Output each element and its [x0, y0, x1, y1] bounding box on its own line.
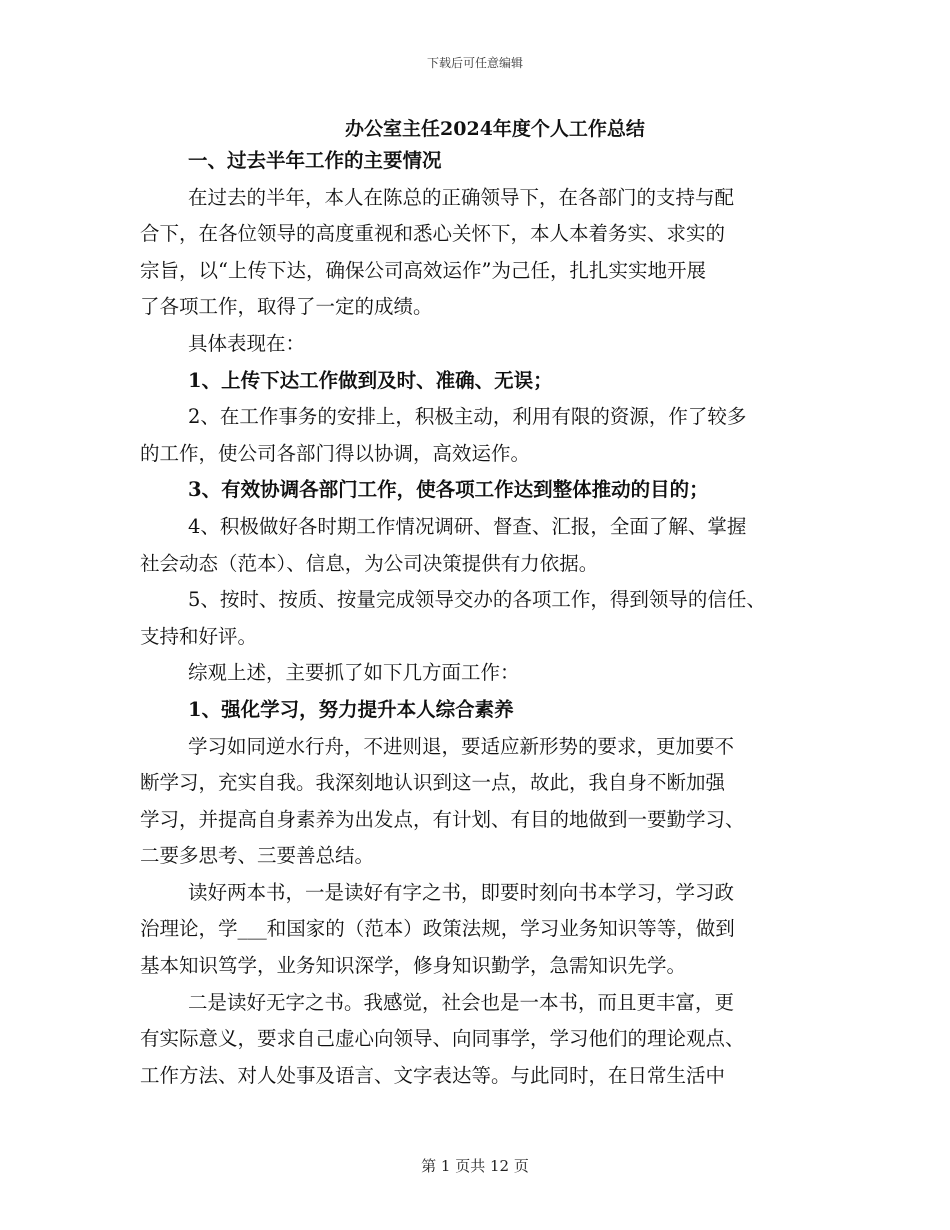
document-body	[140, 143, 820, 1094]
body-text-line: 4、积极做好各时期工作情况调研、督查、汇报，全面了解、掌握	[188, 514, 747, 538]
body-text-line: 学习如同逆水行舟，不进则退，要适应新形势的要求，更加要不	[188, 734, 735, 758]
body-text-line: 了各项工作，取得了一定的成绩。	[140, 295, 433, 319]
section-heading-line: 一、过去半年工作的主要情况	[188, 149, 442, 172]
body-text-line: 读好两本书，一是读好有字之书，即要时刻向书本学习，学习政	[188, 880, 735, 904]
section-heading-line: 1、强化学习，努力提升本人综合素养	[188, 697, 514, 721]
body-text-line: 的工作，使公司各部门得以协调，高效运作。	[140, 441, 531, 465]
section-heading-line: 3、有效协调各部门工作，使各项工作达到整体推动的目的；	[188, 478, 709, 502]
body-text-line: 在过去的半年，本人在陈总的正确领导下，在各部门的支持与配	[188, 185, 735, 209]
page-header-note: 下载后可任意编辑	[426, 56, 523, 70]
body-text-line: 基本知识笃学，业务知识深学，修身知识勤学，急需知识先学。	[140, 954, 687, 978]
body-text-line: 2、在工作事务的安排上，积极主动，利用有限的资源，作了较多	[188, 405, 747, 429]
body-text-line: 5、按时、按质、按量完成领导交办的各项工作，得到领导的信任、	[188, 588, 766, 612]
body-text-line: 合下，在各位领导的高度重视和悉心关怀下，本人本着务实、求实的	[140, 222, 726, 246]
page-number-footer: 第 1 页共 12 页	[421, 1157, 529, 1175]
body-text-line: 宗旨，以“上传下达，确保公司高效运作”为己任，扎扎实实地开展	[140, 258, 706, 282]
body-text-line: 有实际意义，要求自己虚心向领导、向同事学，学习他们的理论观点、	[140, 1027, 745, 1051]
body-text-line: 支持和好评。	[140, 624, 258, 648]
body-text-line: 社会动态（范本）、信息，为公司决策提供有力依据。	[140, 551, 599, 575]
body-text-line: 综观上述，主要抓了如下几方面工作：	[188, 661, 520, 685]
body-text-line: 工作方法、对人处事及语言、文字表达等。与此同时，在日常生活中	[140, 1063, 726, 1087]
body-text-line: 治理论，学___和国家的（范本）政策法规，学习业务知识等等，做到	[140, 917, 735, 941]
body-text-line: 具体表现在：	[188, 331, 306, 355]
section-heading-line: 1、上传下达工作做到及时、准确、无误；	[188, 368, 553, 392]
body-text-line: 断学习，充实自我。我深刻地认识到这一点，故此，我自身不断加强	[140, 771, 726, 795]
body-text-line: 二要多思考、三要善总结。	[140, 844, 375, 868]
document-title: 办公室主任2024年度个人工作总结	[345, 118, 645, 140]
body-text-line: 学习，并提高自身素养为出发点，有计划、有目的地做到一要勤学习、	[140, 807, 745, 831]
body-text-line: 二是读好无字之书。我感觉，社会也是一本书，而且更丰富，更	[188, 990, 735, 1014]
